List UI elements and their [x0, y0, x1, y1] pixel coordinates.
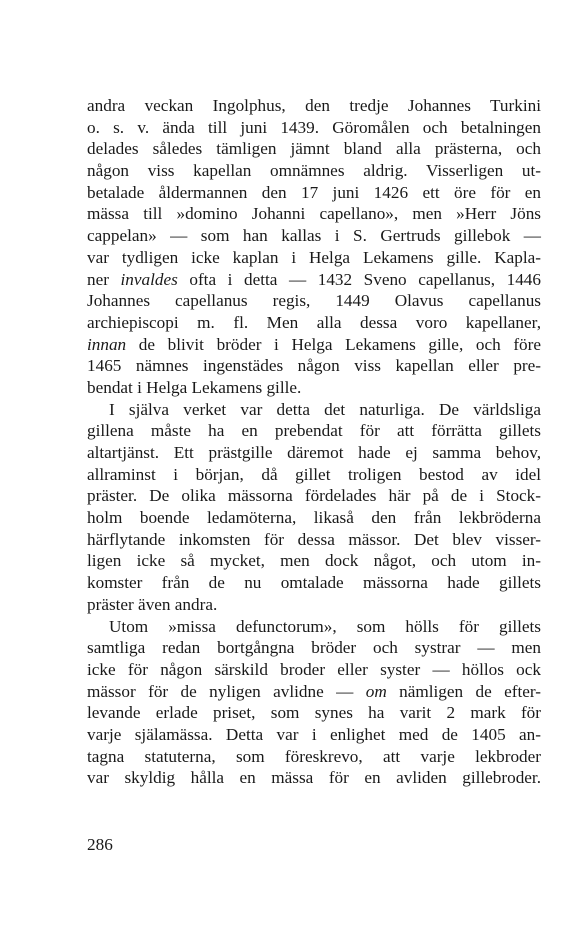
text-line: holm boende ledamöterna, likaså den från lekbröderna: [87, 508, 541, 528]
text-line: altartjänst. Ett prästgille däremot hade ej samma behov,: [87, 443, 541, 462]
text-line: tagna statuterna, som föreskrevo, att varje lekbroder: [87, 746, 541, 766]
text-line: präster. De olika mässorna fördelades här på de i Stock-: [87, 486, 541, 506]
text-line: var skyldig hålla en mässa för en avliden gillebroder.: [87, 768, 541, 788]
italic-word: om: [365, 681, 387, 701]
text-line: allraminst i början, då gillet troligen bestod av idel: [87, 464, 541, 484]
italic-word: innan: [87, 334, 127, 354]
text-segment: de blivit bröder i Helga Lekamens gille, och före: [126, 334, 541, 354]
text-line: varje själamässa. Detta var i enlighet med de 1405 an-: [87, 724, 541, 744]
text-line: var tydligen icke kaplan i Helga Lekamens gille. Kapla-: [87, 247, 541, 267]
text-line: ligen icke så mycket, men dock något, och utom in-: [87, 551, 541, 571]
text-line: andra veckan Ingolphus, den tredje Johannes Turkini: [87, 96, 541, 115]
text-line: gillena måste ha en prebendat för att förrätta gillets: [87, 421, 541, 441]
text-segment: ner: [87, 269, 121, 289]
text-line: [87, 681, 541, 703]
text-line: levande erlade priset, som synes ha varit 2 mark för: [87, 703, 541, 723]
text-line: mässa till »domino Johanni capellano», men »Herr Jöns: [87, 204, 541, 224]
text-segment: mässor för de nyligen avlidne —: [87, 681, 366, 701]
text-line: härflytande inkomsten för dessa mässor. Det blev visser-: [87, 529, 541, 549]
italic-word: invaldes: [120, 269, 178, 289]
text-line: Utom »missa defunctorum», som hölls för gillets: [109, 616, 541, 636]
text-segment: nämligen de efter-: [386, 681, 541, 701]
text-line: [87, 334, 541, 356]
text-line: präster även andra.: [87, 594, 218, 614]
text-line: archiepiscopi m. fl. Men alla dessa voro kapellaner,: [87, 312, 541, 332]
text-line: delades således tämligen jämnt bland alla prästerna, och: [87, 139, 541, 159]
text-line: [87, 269, 541, 291]
text-line: någon viss kapellan omnämnes aldrig. Visserligen ut-: [87, 161, 541, 181]
text-line: komster från de nu omtalade mässorna hade gillets: [87, 573, 541, 593]
text-segment: ofta i detta — 1432 Sveno capellanus, 1446: [177, 269, 541, 289]
text-line: icke för någon särskild broder eller syster — höllos ock: [87, 659, 541, 679]
text-line: 1465 nämnes ingenstädes någon viss kapellan eller pre-: [87, 356, 541, 376]
text-line: o. s. v. ända till juni 1439. Göromålen och betalningen: [87, 117, 541, 137]
text-line: I själva verket var detta det naturliga. De världsliga: [109, 399, 541, 419]
text-line: bendat i Helga Lekamens gille.: [87, 377, 302, 397]
text-line: samtliga redan bortgångna bröder och systrar — men: [87, 638, 541, 658]
text-line: cappelan» — som han kallas i S. Gertruds gillebok —: [87, 226, 541, 246]
body-text: [87, 95, 541, 789]
text-line: betalade åldermannen den 17 juni 1426 ett öre för en: [87, 182, 541, 202]
page-number: 286: [87, 835, 113, 854]
text-line: Johannes capellanus regis, 1449 Olavus capellanus: [87, 291, 541, 311]
